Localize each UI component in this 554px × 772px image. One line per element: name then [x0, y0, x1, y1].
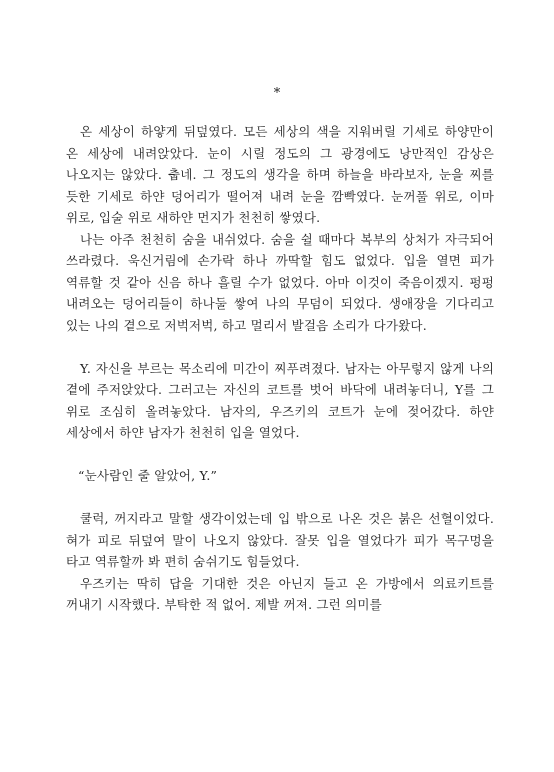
paragraph-medkit: 우즈키는 딱히 답을 기대한 것은 아닌지 들고 온 가방에서 의료키트를 꺼내기 시작했다. 부탁한 적 없어. 제발 꺼져. 그런 의미를: [66, 575, 494, 612]
body-text: [66, 121, 494, 616]
paragraph-voice: Y. 자신을 부르는 목소리에 미간이 찌푸려졌다. 남자는 아무렇지 않게 나의 곁에 주저앉았다. 그러고는 자신의 코트를 벗어 바닥에 내려놓더니, Y를 그 위로 조심히 올려놓았다. 남자의, 우즈키의 코트가 눈에 젖어갔다. 하얀 세상에서 하얀 남자가 천천히 입을 열었다.: [66, 360, 494, 440]
paragraph-snow-world: 온 세상이 하얗게 뒤덮였다. 모든 세상의 색을 지워버릴 기세로 하양만이 온 세상에 내려앉았다. 눈이 시릴 정도의 그 광경에도 낭만적인 감상은 나오지는 않았다. 춥네. 그 정도의 생각을 하며 하늘을 바라보자, 눈을 찌를 듯한 기세로 하얀 덩어리가 떨어져 내려 눈을 깜빡였다. 눈꺼풀 위로, 이마 위로, 입술 위로 새하얀 먼지가 천천히 쌓였다.: [66, 124, 494, 225]
section-separator: *: [273, 86, 281, 101]
paragraph-cough: 쿨럭, 꺼지라고 말할 생각이었는데 입 밖으로 나온 것은 붉은 선혈이었다. 혀가 피로 뒤덮여 말이 나오지 않았다. 잘못 입을 열었다가 피가 목구멍을 타고 역류할까 봐 편히 숨쉬기도 힘들었다.: [66, 511, 494, 569]
dialogue-quote: “눈사람인 줄 알았어, Y.”: [78, 468, 218, 483]
paragraph-breathing: 나는 아주 천천히 숨을 내쉬었다. 숨을 쉴 때마다 복부의 상처가 자극되어 쓰라렸다. 욱신거림에 손가락 하나 까딱할 힘도 없었다. 입을 열면 피가 역류할 것 같아 신음 하나 흘릴 수가 없었다. 아마 이것이 죽음이겠지. 펑펑 내려오는 덩어리들이 하나둘 쌓여 나의 무덤이 되었다. 생애장을 기다리고 있는 나의 곁으로 저벅저벅, 하고 멀리서 발걸음 소리가 다가왔다.: [66, 231, 494, 333]
